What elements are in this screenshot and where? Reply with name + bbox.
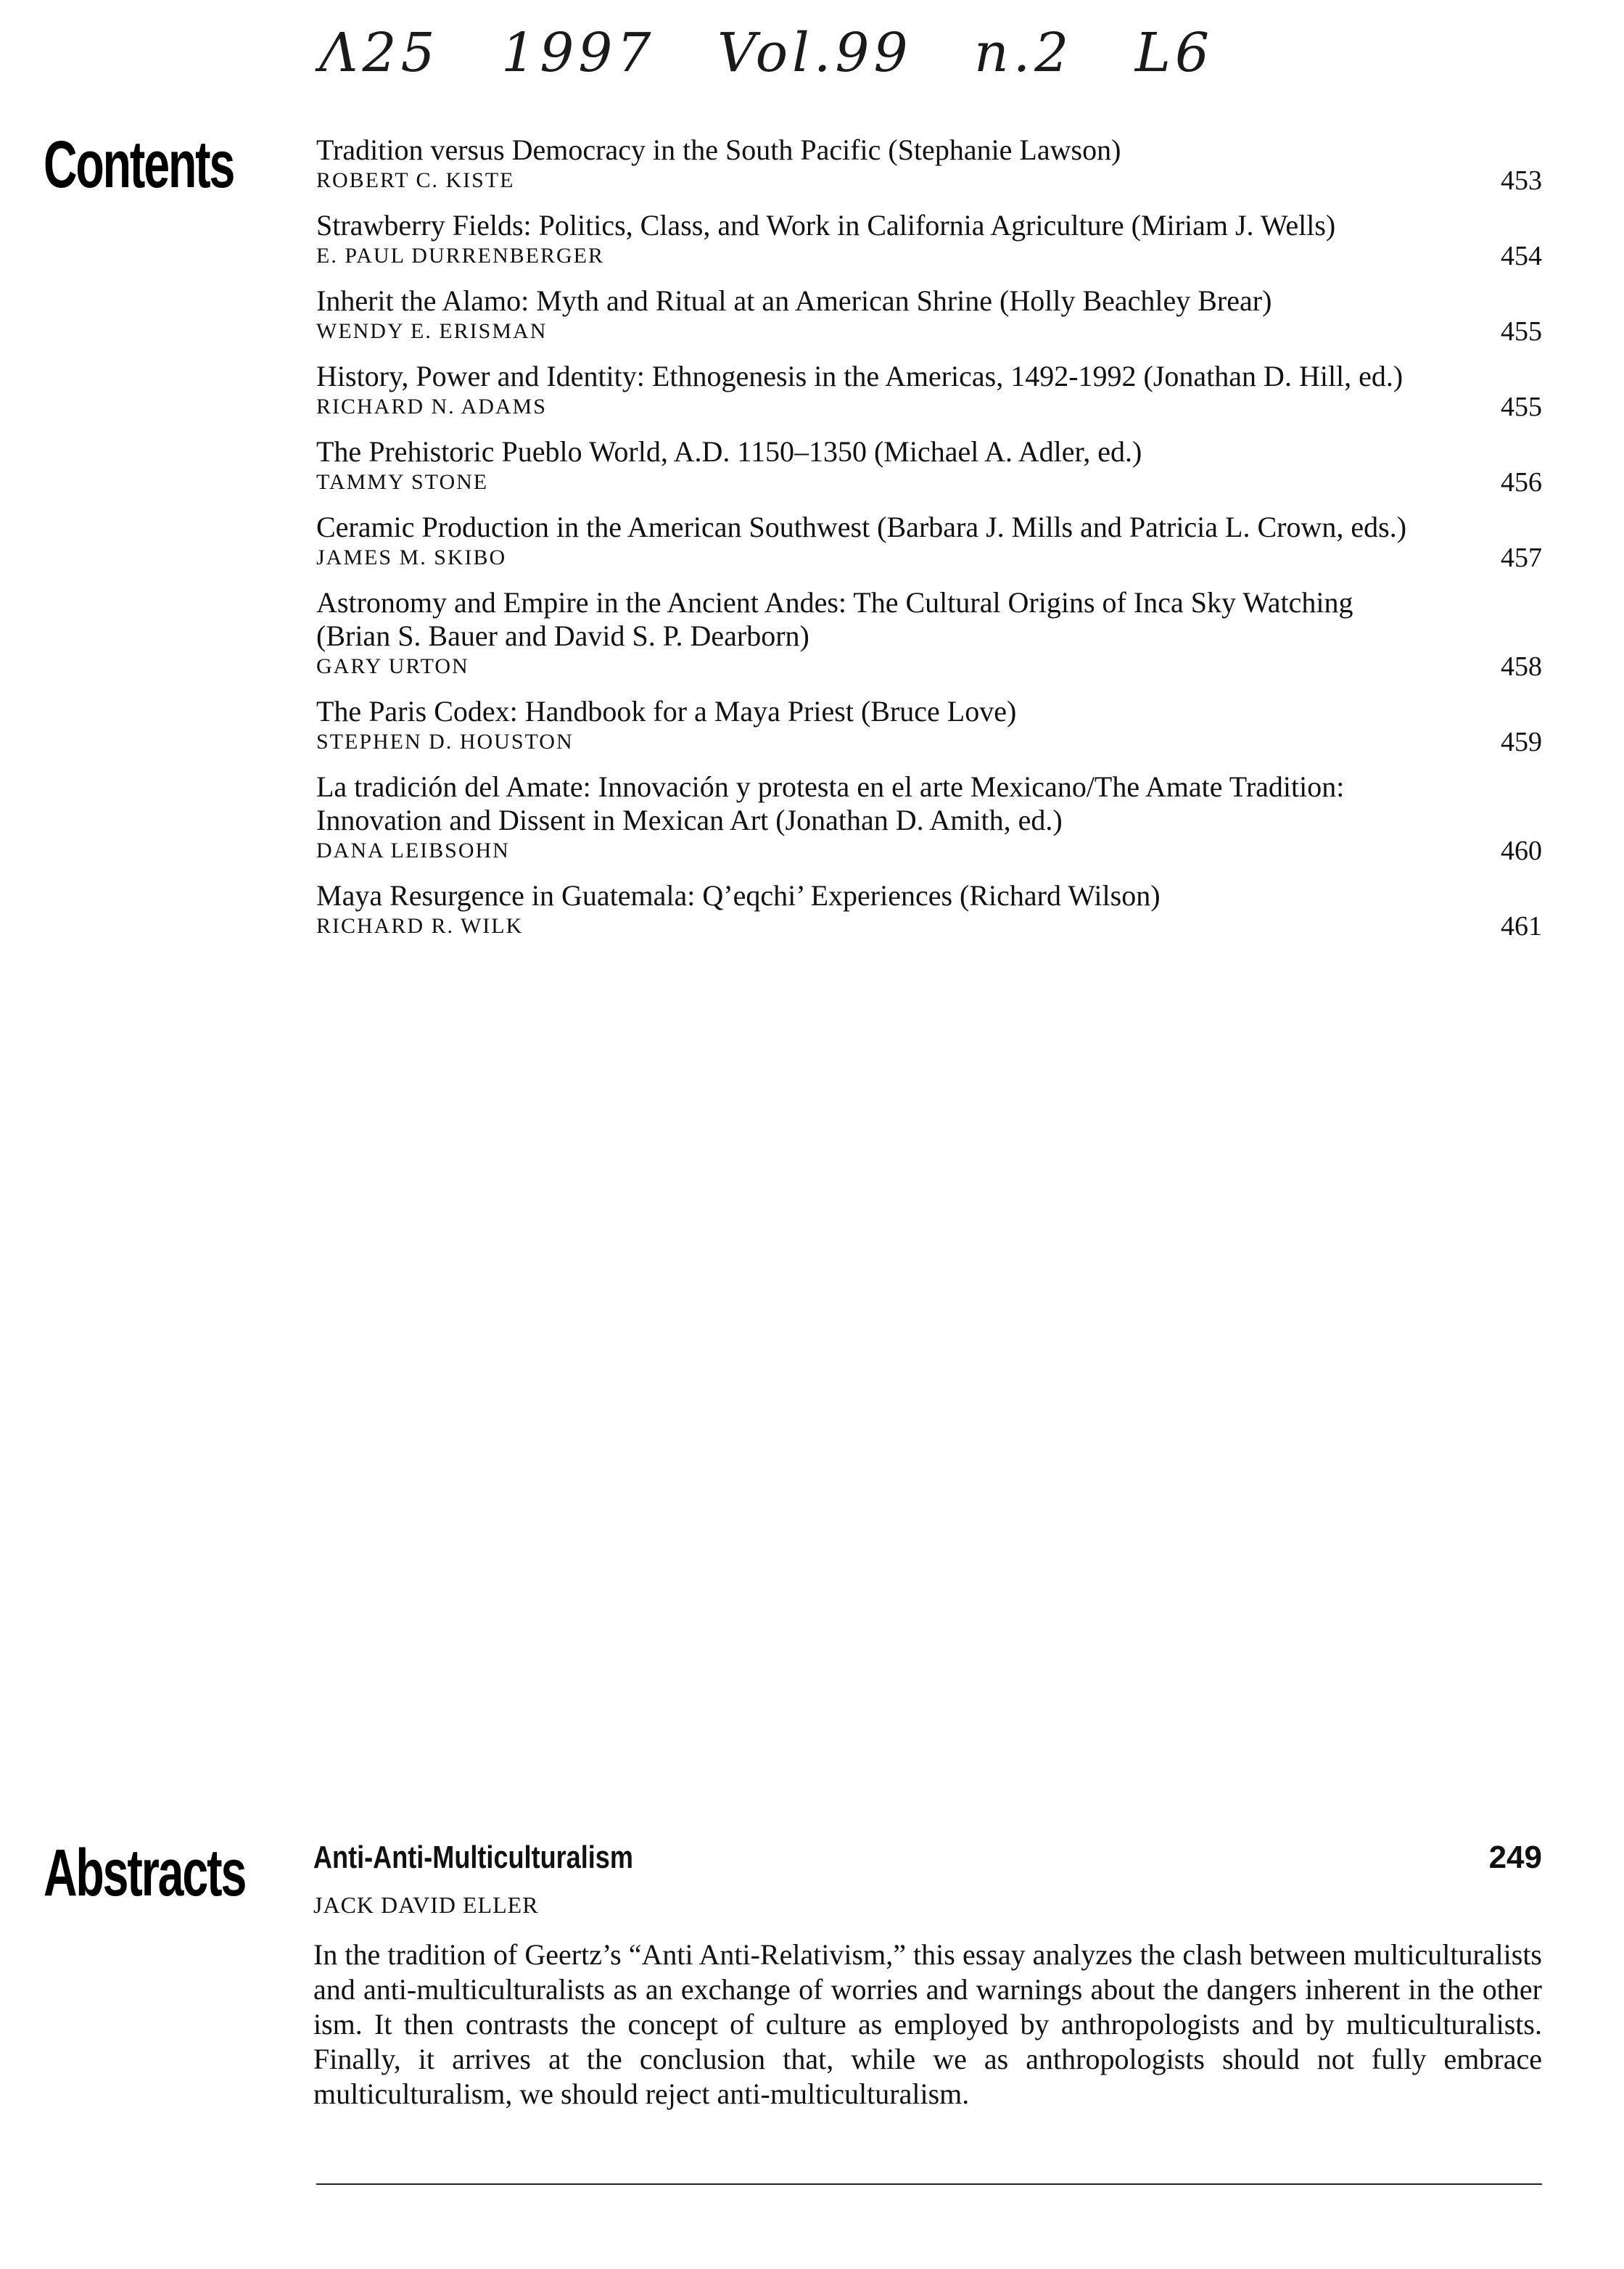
table-of-contents [316,133,1542,955]
toc-entry [316,586,1542,682]
toc-page-number: 455 [1501,316,1542,347]
toc-entry [316,511,1542,573]
toc-entry [316,435,1542,498]
toc-author: GARY URTON [316,654,469,678]
toc-title: Inherit the Alamo: Myth and Ritual at an American Shrine (Holly Beachley Brear) [316,284,1272,317]
toc-author: WENDY E. ERISMAN [316,319,548,343]
toc-page-number: 453 [1501,165,1542,196]
toc-title: Maya Resurgence in Guatemala: Q’eqchi’ Experiences (Richard Wilson) [316,879,1161,912]
abstract-page-number: 249 [1488,1840,1542,1875]
toc-title: History, Power and Identity: Ethnogenesis in the Americas, 1492-1992 (Jonathan D. Hill, ed.) [316,360,1404,392]
toc-title: Tradition versus Democracy in the South Pacific (Stephanie Lawson) [316,133,1121,166]
abstracts-heading: Abstracts [44,1836,246,1910]
toc-page-number: 458 [1501,651,1542,682]
toc-entry [316,695,1542,757]
toc-title: Ceramic Production in the American Southwest (Barbara J. Mills and Patricia L. Crown, eds.) [316,511,1407,543]
toc-entry [316,284,1542,347]
toc-author: E. PAUL DURRENBERGER [316,244,604,268]
toc-page-number: 460 [1501,836,1542,866]
bottom-rule [316,2183,1542,2185]
toc-page-number: 454 [1501,241,1542,271]
abstract-header [313,1840,1542,1887]
toc-entry [316,879,1542,942]
toc-entry [316,209,1542,271]
abstract-title: Anti-Anti-Multiculturalism [313,1840,633,1875]
toc-author: DANA LEIBSOHN [316,839,510,862]
abstract-section [313,1840,1542,2112]
contents-heading: Contents [44,128,234,202]
abstract-author: JACK DAVID ELLER [313,1892,539,1918]
toc-title: Strawberry Fields: Politics, Class, and Work in California Agriculture (Miriam J. Wells) [316,209,1336,242]
toc-author: STEPHEN D. HOUSTON [316,730,574,754]
toc-page-number: 459 [1501,727,1542,757]
toc-entry [316,133,1542,196]
toc-page-number: 461 [1501,911,1542,942]
toc-title: The Prehistoric Pueblo World, A.D. 1150–1350 (Michael A. Adler, ed.) [316,435,1142,468]
toc-entry [316,360,1542,422]
toc-entry [316,770,1542,866]
toc-page-number: 455 [1501,392,1542,422]
abstract-body: In the tradition of Geertz’s “Anti Anti-Relativism,” this essay analyzes the clash between multiculturalists and anti-multiculturalists as an exchange of worries and warnings about the dangers inherent in the other ism. It then contrasts the concept of culture as employed by anthropologists and by multiculturalists. Finally, it arrives at the conclusion that, while we as anthropologists should not fully embrace multiculturalism, we should reject anti-multiculturalism. [313,1938,1542,2110]
toc-author: ROBERT C. KISTE [316,168,515,192]
toc-title: La tradición del Amate: Innovación y protesta en el arte Mexicano/The Amate Tradition: Innovation and Dissent in Mexican Art (Jonathan D. Amith, ed.) [316,770,1345,836]
toc-page-number: 456 [1501,467,1542,498]
toc-author: JAMES M. SKIBO [316,545,507,569]
toc-page-number: 457 [1501,543,1542,573]
toc-author: RICHARD N. ADAMS [316,395,547,419]
toc-title: Astronomy and Empire in the Ancient Andes: The Cultural Origins of Inca Sky Watching (Brian S. Bauer and David S. P. Dearborn) [316,586,1353,652]
toc-author: TAMMY STONE [316,470,489,494]
handwritten-annotation: Λ25 1997 Vol.99 n.2 L6 [319,22,1214,84]
toc-author: RICHARD R. WILK [316,914,524,938]
toc-title: The Paris Codex: Handbook for a Maya Priest (Bruce Love) [316,695,1017,728]
